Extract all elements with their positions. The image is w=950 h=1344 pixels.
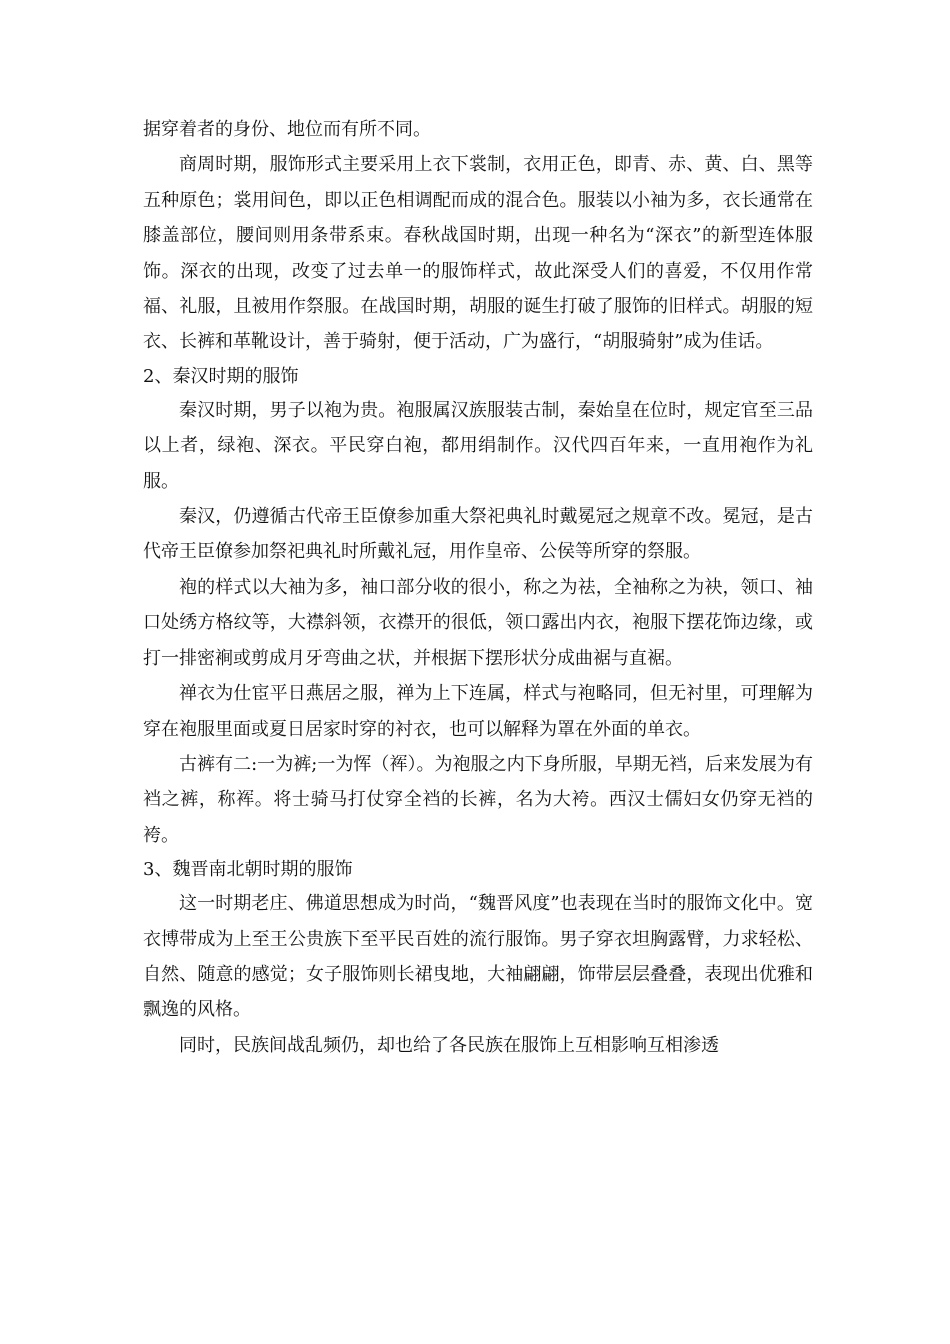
document-body <box>143 112 813 1063</box>
paragraph-qin-han-robe: 秦汉时期，男子以袍为贵。袍服属汉族服装古制，秦始皇在位时，规定官至三品以上者，绿袍、深衣。平民穿白袍，都用绢制作。汉代四百年来，一直用袍作为礼服。 <box>143 399 813 492</box>
paragraph-ethnic-influence: 同时，民族间战乱频仍，却也给了各民族在服饰上互相影响互相渗透 <box>179 1034 719 1056</box>
paragraph-chan-garment: 禅衣为仕宦平日燕居之服，禅为上下连属，样式与袍略同，但无衬里，可理解为穿在袍服里面或夏日居家时穿的衬衣，也可以解释为罩在外面的单衣。 <box>143 683 813 740</box>
section-heading-qin-han: 2、秦汉时期的服饰 <box>143 365 299 387</box>
paragraph-ancient-trousers: 古裤有二:一为裤;一为恽（裈）。为袍服之内下身所服，早期无裆，后来发展为有裆之裤，称裈。将士骑马打仗穿全裆的长裤，名为大袴。西汉士儒妇女仍穿无裆的袴。 <box>143 753 813 846</box>
paragraph-robe-style: 袍的样式以大袖为多，袖口部分收的很小，称之为祛，全袖称之为袂，领口、袖口处绣方格纹等，大襟斜领，衣襟开的很低，领口露出内衣，袍服下摆花饰边缘，或打一排密裥或剪成月牙弯曲之状，并根据下摆形状分成曲裾与直裾。 <box>143 576 813 669</box>
section-heading-wei-jin: 3、魏晋南北朝时期的服饰 <box>143 859 353 881</box>
paragraph-wei-jin-style: 这一时期老庄、佛道思想成为时尚，“魏晋风度”也表现在当时的服饰文化中。宽衣博带成为上至王公贵族下至平民百姓的流行服饰。男子穿衣坦胸露臂，力求轻松、自然、随意的感觉；女子服饰则长裙曳地，大袖翩翩，饰带层层叠叠，表现出优雅和飘逸的风格。 <box>143 893 813 1021</box>
paragraph-continuation: 据穿着者的身份、地位而有所不同。 <box>143 119 431 140</box>
paragraph-mian-crown: 秦汉，仍遵循古代帝王臣僚参加重大祭祀典礼时戴冕冠之规章不改。冕冠，是古代帝王臣僚参加祭祀典礼时所戴礼冠，用作皇帝、公侯等所穿的祭服。 <box>143 506 813 563</box>
paragraph-shang-zhou: 商周时期，服饰形式主要采用上衣下裳制，衣用正色，即青、赤、黄、白、黑等五种原色；裳用间色，即以正色相调配而成的混合色。服装以小袖为多，衣长通常在膝盖部位，腰间则用条带系束。春秋战国时期，出现一种名为“深衣”的新型连体服饰。深衣的出现，改变了过去单一的服饰样式，故此深受人们的喜爱，不仅用作常福、礼服，且被用作祭服。在战国时期，胡服的诞生打破了服饰的旧样式。胡服的短衣、长裤和革靴设计，善于骑射，便于活动，广为盛行，“胡服骑射”成为佳话。 <box>143 154 813 353</box>
